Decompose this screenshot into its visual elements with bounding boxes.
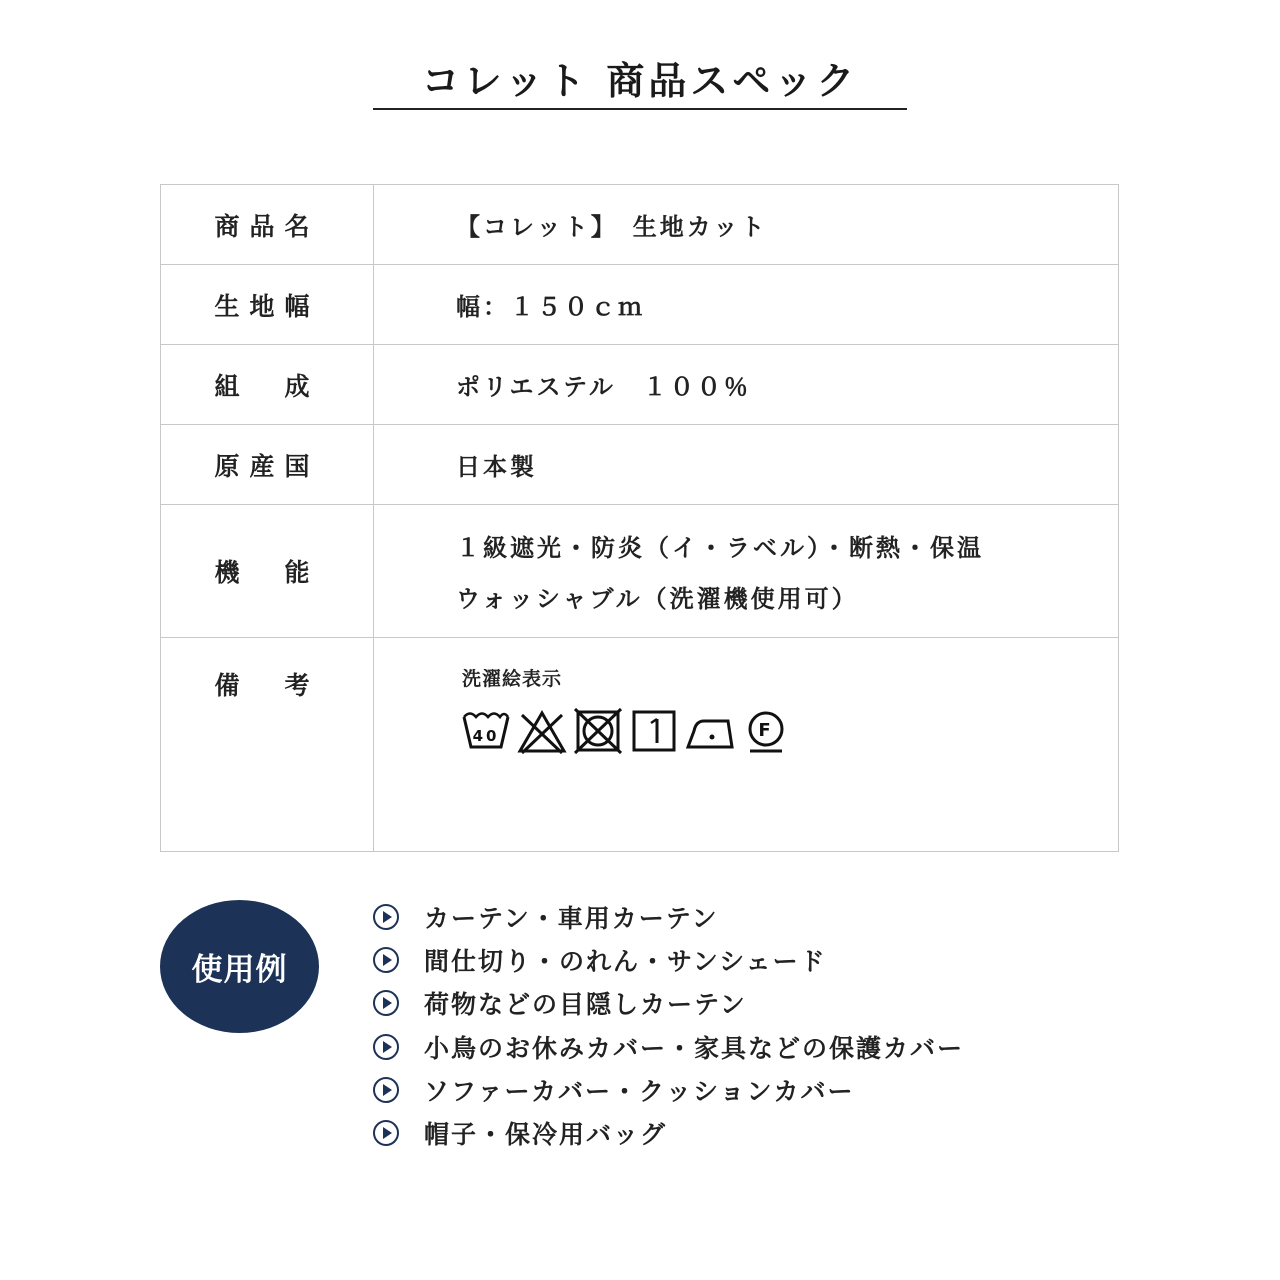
function-line-1: １級遮光・防炎（イ・ラベル）・断熱・保温	[456, 533, 984, 562]
row-value-width: 幅：１５０ｃｍ	[374, 265, 1119, 345]
usage-item-text: ソファーカバー・クッションカバー	[424, 1076, 855, 1106]
title-underline	[373, 108, 907, 110]
table-row	[161, 425, 1119, 505]
usage-item-text: 荷物などの目隠しカーテン	[424, 990, 747, 1020]
row-value-origin: 日本製	[374, 425, 1119, 505]
list-item	[372, 895, 964, 938]
iron-low-icon	[684, 707, 736, 755]
table-row	[161, 505, 1119, 638]
table-row	[161, 345, 1119, 425]
row-label-origin: 原産国	[161, 425, 374, 505]
list-item	[372, 1068, 964, 1111]
care-label-title: 洗濯絵表示	[462, 668, 563, 690]
usage-badge: 使用例	[160, 900, 319, 1033]
row-value-product-name: 【コレット】 生地カット	[374, 185, 1119, 265]
play-bullet-icon	[372, 903, 400, 931]
list-item	[372, 1111, 964, 1154]
care-symbols	[460, 707, 1118, 755]
row-label-remarks: 備 考	[161, 638, 374, 852]
row-value-function	[374, 505, 1119, 638]
wash-temperature: 40	[472, 727, 500, 745]
row-value-remarks	[374, 638, 1119, 852]
no-bleach-icon	[516, 707, 568, 755]
dry-clean-letter: F	[758, 720, 774, 741]
usage-item-text: 小鳥のお休みカバー・家具などの保護カバー	[424, 1033, 965, 1063]
list-item	[372, 1025, 964, 1068]
list-item	[372, 982, 964, 1025]
row-label-width: 生地幅	[161, 265, 374, 345]
play-bullet-icon	[372, 1076, 400, 1104]
list-item	[372, 938, 964, 981]
play-bullet-icon	[372, 989, 400, 1017]
usage-item-text: 間仕切り・のれん・サンシェード	[424, 946, 827, 976]
function-line-2: ウォッシャブル（洗濯機使用可）	[456, 584, 859, 613]
play-bullet-icon	[372, 1033, 400, 1061]
no-tumble-dry-icon	[572, 707, 624, 755]
usage-item-text: カーテン・車用カーテン	[424, 903, 719, 933]
wash-40-icon	[460, 707, 512, 755]
row-label-function: 機 能	[161, 505, 374, 638]
table-row	[161, 185, 1119, 265]
line-dry-icon	[628, 707, 680, 755]
table-row	[161, 265, 1119, 345]
dry-clean-f-icon	[740, 707, 792, 755]
page-title: コレット 商品スペック	[421, 58, 859, 103]
row-label-product-name: 商品名	[161, 185, 374, 265]
usage-item-text: 帽子・保冷用バッグ	[424, 1120, 668, 1150]
row-label-composition: 組 成	[161, 345, 374, 425]
spec-table	[160, 184, 1119, 852]
row-value-composition: ポリエステル １００％	[374, 345, 1119, 425]
table-row	[161, 638, 1119, 852]
usage-list	[372, 895, 964, 1155]
play-bullet-icon	[372, 1119, 400, 1147]
play-bullet-icon	[372, 946, 400, 974]
